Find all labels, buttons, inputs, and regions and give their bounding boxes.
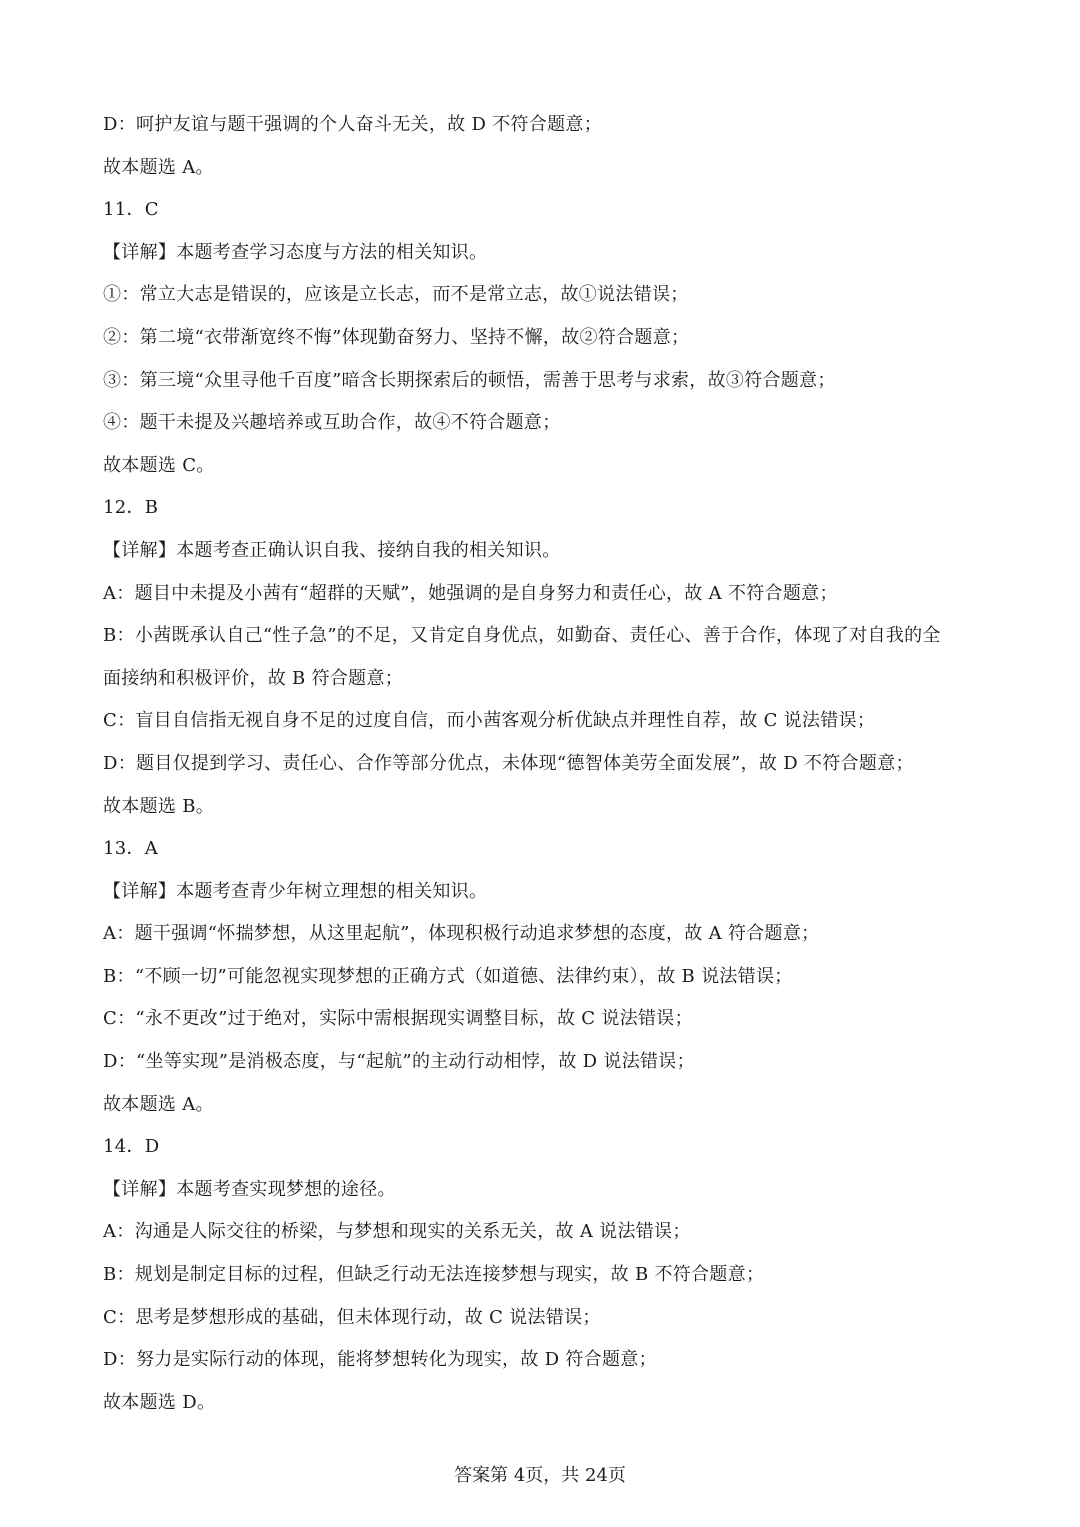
text-line: B：“不顾一切”可能忽视实现梦想的正确方式（如道德、法律约束），故 B 说法错误；	[103, 965, 793, 987]
text-line: D：“坐等实现”是消极态度，与“起航”的主动行动相悖，故 D 说法错误；	[103, 1051, 695, 1073]
text-line: B：规划是制定目标的过程，但缺乏行动无法连接梦想与现实，故 B 不符合题意；	[103, 1264, 765, 1286]
text-line: C：“永不更改”过于绝对，实际中需根据现实调整目标，故 C 说法错误；	[103, 1008, 693, 1030]
text-line: D：呵护友谊与题干强调的个人奋斗无关，故 D 不符合题意；	[103, 114, 603, 135]
text-line: 故本题选 B。	[103, 795, 215, 817]
explanation-heading: 【详解】本题考查学习态度与方法的相关知识。	[103, 241, 488, 263]
text-line: A：题干强调“怀揣梦想，从这里起航”，体现积极行动追求梦想的态度，故 A 符合题意；	[103, 923, 820, 945]
text-line: 故本题选 D。	[103, 1391, 216, 1413]
text-line: ③：第三境“众里寻他千百度”暗含长期探索后的顿悟，需善于思考与求索，故③符合题意；	[103, 369, 836, 391]
text-line: C：盲目自信指无视自身不足的过度自信，而小茜客观分析优缺点并理性自荐，故 C 说法错误；	[103, 710, 876, 732]
text-line: D：努力是实际行动的体现，能将梦想转化为现实，故 D 符合题意；	[103, 1349, 657, 1371]
text-line: 面接纳和积极评价，故 B 符合题意；	[103, 667, 404, 689]
answer-content	[103, 104, 983, 1424]
text-line: B：小茜既承认自己“性子急”的不足，又肯定自身优点，如勤奋、责任心、善于合作，体现了对自我的全	[103, 625, 941, 647]
explanation-heading: 【详解】本题考查实现梦想的途径。	[103, 1178, 396, 1200]
question-number: 13．A	[103, 838, 159, 860]
question-number: 11．C	[103, 199, 159, 221]
text-line: 故本题选 A。	[103, 156, 214, 178]
text-line: ①：常立大志是错误的，应该是立长志，而不是常立志，故①说法错误；	[103, 284, 689, 306]
text-line: D：题目仅提到学习、责任心、合作等部分优点，未体现“德智体美劳全面发展”，故 D 不符合题意；	[103, 752, 914, 774]
text-line: ②：第二境“衣带渐宽终不悔”体现勤奋努力、坚持不懈，故②符合题意；	[103, 326, 690, 348]
explanation-heading: 【详解】本题考查青少年树立理想的相关知识。	[103, 880, 488, 902]
question-number: 14．D	[103, 1136, 160, 1158]
question-number: 12．B	[103, 497, 159, 519]
text-line: ④：题干未提及兴趣培养或互助合作，故④不符合题意；	[103, 412, 561, 434]
page-footer: 答案第 4页，共 24页	[454, 1465, 626, 1486]
text-line: 故本题选 A。	[103, 1093, 214, 1115]
text-line: 故本题选 C。	[103, 454, 215, 476]
text-line: A：题目中未提及小茜有“超群的天赋”，她强调的是自身努力和责任心，故 A 不符合题意；	[103, 582, 838, 604]
text-line: C：思考是梦想形成的基础，但未体现行动，故 C 说法错误；	[103, 1306, 601, 1328]
explanation-heading: 【详解】本题考查正确认识自我、接纳自我的相关知识。	[103, 539, 561, 561]
text-line: A：沟通是人际交往的桥梁，与梦想和现实的关系无关，故 A 说法错误；	[103, 1221, 691, 1243]
